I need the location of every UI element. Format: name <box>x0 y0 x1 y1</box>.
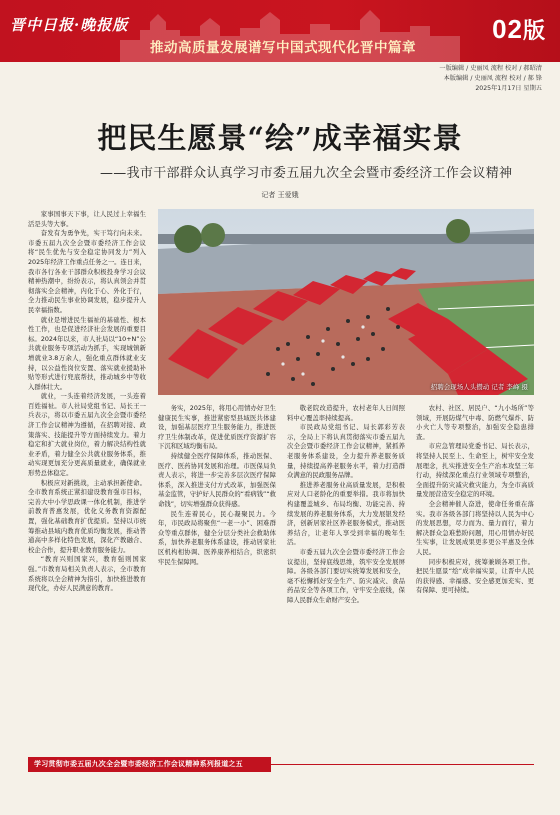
article-column-2 <box>158 404 276 750</box>
article-column-4 <box>416 404 534 750</box>
news-photo <box>158 209 534 395</box>
paragraph: 民生连着民心，民心凝聚民力。今年，市民政局将聚焦“一老一小”、困难群众等重点群体，健全分层分类社会救助体系，加快养老服务体系建设，推动居家社区机构相协调、医养康养相结合，织密织牢民生保障网。 <box>158 510 276 566</box>
edition-number <box>492 14 546 45</box>
paragraph: “教育兴则国家兴，教育强则国家强。”市教育局相关负责人表示，全市教育系统将以全会精神为指引，加快推进教育现代化，办好人民满意的教育。 <box>28 556 146 593</box>
masthead-banner: 推动高质量发展谱写中国式现代化晋中篇章 <box>150 40 416 56</box>
paragraph: 推进养老服务业高质量发展，是积极应对人口老龄化的重要举措。我市将加快构建覆盖城乡、布局均衡、功能完善、持续发展的养老服务体系，大力发展银发经济，创新居家社区养老服务模式，推动医养结合，让老年人享受到幸福的晚年生活。 <box>287 481 405 547</box>
edition-number-value: 02 <box>492 14 523 44</box>
paragraph: 就业，一头连着经济发展，一头连着百姓福祉。市人社局党组书记、局长王一兵表示，将以市委五届九次全会暨市委经济工作会议精神为遵循，在招聘对接、政策落实、技能提升等方面持续发力。着力稳定和扩大就业岗位，着力解决结构性就业矛盾，着力健全公共就业服务体系，推动实现更加充分更高质量就业，确保就业形势总体稳定。 <box>28 393 146 478</box>
paragraph: 同步积极应对，统筹兼顾各项工作。把民生愿景“绘”成幸福实景，让晋中人民的获得感、幸福感、安全感更加充实、更有保障、更可持续。 <box>416 558 534 595</box>
paragraph: 家事国事天下事，让人民过上幸福生活是头等大事。 <box>28 211 146 228</box>
paragraph: 敬老院改造提升，农村老年人日间照料中心覆盖率持续提高。 <box>287 405 405 422</box>
paragraph: 市民政局党组书记、局长郭彩芳表示，全局上下将认真贯彻落实市委五届九次全会暨市委经济工作会议精神，紧抓养老服务体系建设，全力提升养老服务质量，持续提高养老服务水平，着力打造群众满意的民政服务品牌。 <box>287 424 405 480</box>
paragraph: 就业是增进民生福祉的基础性、根本性工作，也是促进经济社会发展的重要目标。2024年以来，市人社局以“10+N”公共就业服务专项活动为抓手，实现城镇新增就业3.8万余人，强化重点群体就业支持，以公益性岗位安置、落实就业援助补贴等形式进行兜底帮扶，推动城乡中等收入群体壮大。 <box>28 316 146 391</box>
article-column-3 <box>287 404 405 750</box>
paragraph: 市委五届九次全会暨市委经济工作会议提出，坚持底线思维，筑牢安全发展屏障。各级各部门要切实统筹发展和安全，毫不松懈抓好安全生产、防灾减灾、食品药品安全等各项工作，守牢安全底线，保障人民群众生命财产安全。 <box>287 548 405 604</box>
meta-line-2: 本版编辑 / 史丽凤 流程 校对 / 郝 锋 <box>443 75 542 82</box>
series-label-bar: 学习贯彻市委五届九次全会暨市委经济工作会议精神系列报道之五 <box>28 757 271 772</box>
article-subtitle: ——我市干部群众认真学习市委五届九次全会暨市委经济工作会议精神 <box>100 166 513 181</box>
paragraph: 务实，2025年，将用心用情办好卫生健康民生实事，推进紧密型县域医共体建设，加强基层医疗卫生服务能力，推进医疗卫生体制改革，促进优质医疗资源扩容下沉和区域均衡布局。 <box>158 405 276 451</box>
divider-line <box>271 764 534 765</box>
article-column-1 <box>28 210 146 750</box>
paragraph: 农村、社区、居民户、“九小场所”等领域，开展防煤气中毒、防燃气爆炸、防小火亡人等专项整治，加强安全隐患排查。 <box>416 405 534 441</box>
meta-date: 2025年1月17日 星期五 <box>475 85 542 92</box>
paragraph: 奋发有为勇争先，实干笃行向未来。市委五届九次全会暨市委经济工作会议将“民生优先与安全稳定协同发力”列入2025年经济工作重点任务之一。连日来，我市各行各业干部群众积极投身学习会议精神热潮中，纷纷表示，将认真领会并贯彻落实全会精神，内化于心、外化于行，全力推动民生事业协调发展，稳步提升人民幸福指数。 <box>28 230 146 314</box>
photo-caption: 招聘会现场人头攒动 记者 李峰 摄 <box>430 383 528 391</box>
editor-meta <box>439 64 542 94</box>
paragraph: 积极应对新挑战，主动承担新使命。全市教育系统正紧扣建设教育强市目标，完善大中小学思政课一体化机制，推进学前教育普惠发展，优化义务教育资源配置，强化基础教育扩优提质。坚持以市统筹推动县域内教育优质均衡发展，推动普通高中多样化特色发展，深化产教融合、校企合作，提升职业教育服务能力。 <box>28 479 146 554</box>
article-title: 把民生愿景“绘”成幸福实景 <box>97 121 463 155</box>
masthead <box>0 0 560 62</box>
job-fair-illustration <box>158 209 534 395</box>
meta-line-1: 一版编辑 / 史丽凤 流程 校对 / 郝昭清 <box>439 65 542 72</box>
paragraph: 市应急管理局党委书记、局长表示，将坚持人民至上、生命至上，树牢安全发展理念，扎实推进安全生产治本攻坚三年行动，持续深化重点行业领域专项整治，全面提升防灾减灾救灾能力，为全市高质量发展营造安全稳定的环境。 <box>416 443 534 499</box>
paragraph: 持续健全医疗保障体系，推动医保、医疗、医药协同发展和治理。市医保局负责人表示，将进一步完善多层次医疗保障体系，深入推进支付方式改革，加强医保基金监管，守护好人民群众的“看病钱”“救命钱”，切实增强群众获得感。 <box>158 452 276 508</box>
edition-suffix: 版 <box>522 18 546 43</box>
paragraph: 全会精神催人奋进，使命任务重在落实。我市各级各部门将坚持以人民为中心的发展思想，尽力而为、量力而行，着力解决群众急难愁盼问题，用心用情办好民生实事，让发展成果更多更公平惠及全体人民。 <box>416 500 534 556</box>
article-byline: 记者 王爱娥 <box>261 191 299 199</box>
newspaper-logo: 晋中日报·晚报版 <box>10 16 129 34</box>
